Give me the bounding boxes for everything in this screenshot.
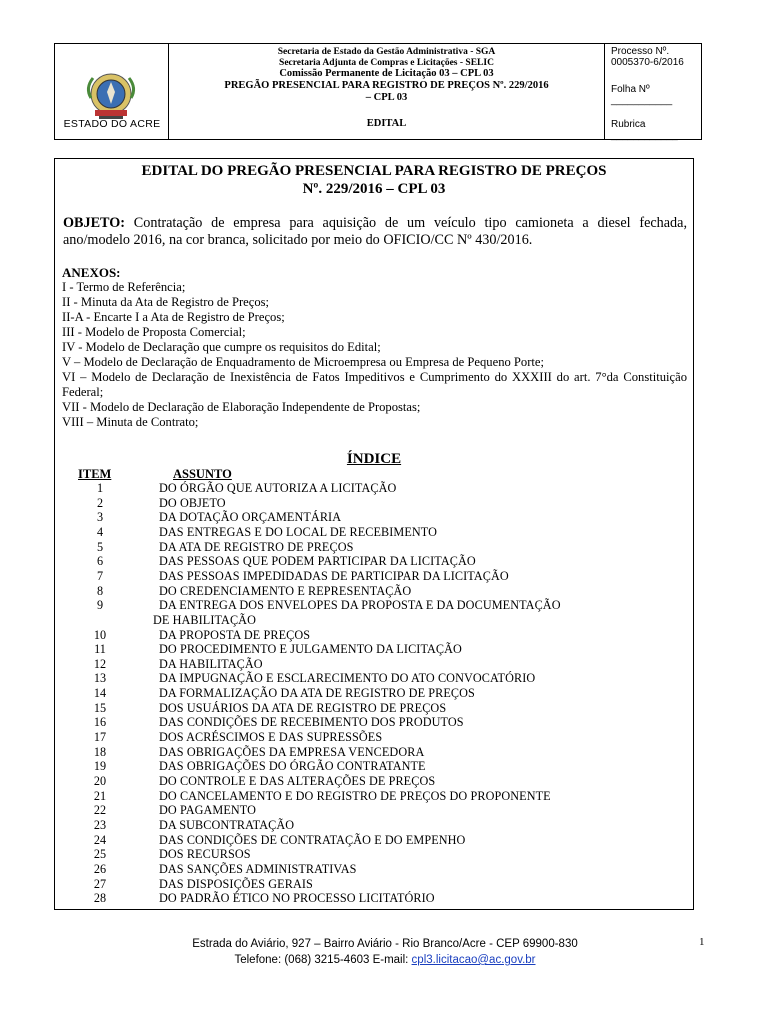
header-line: Secretaria Adjunta de Compras e Licitações - SELIC [279, 57, 494, 68]
anexo-item: VI – Modelo de Declaração de Inexistência de Fatos Impeditivos e Cumprimento do XXXIII do art. 7°da Constituição Federal; [62, 370, 687, 399]
indice-item-number: 4 [96, 524, 104, 539]
indice-item-number: 8 [96, 583, 104, 598]
indice-item-number: 12 [93, 656, 107, 671]
indice-item-number: 16 [93, 715, 107, 730]
indice-item-number: 13 [93, 671, 107, 686]
page-footer [0, 936, 770, 968]
indice-item-subject: DAS OBRIGAÇÕES DA EMPRESA VENCEDORA [159, 744, 425, 759]
indice-item-subject: DA PROPOSTA DE PREÇOS [159, 627, 311, 642]
assunto-column-header: ASSUNTO [173, 467, 232, 481]
indice-item-subject: DAS CONDIÇÕES DE RECEBIMENTO DOS PRODUTOS [159, 715, 464, 730]
indice-item-subject: DA ATA DE REGISTRO DE PREÇOS [159, 539, 354, 554]
indice-item-subject: DO OBJETO [159, 495, 226, 510]
indice-item-subject: DO CREDENCIAMENTO E REPRESENTAÇÃO [159, 583, 412, 598]
indice-item-subject: DA FORMALIZAÇÃO DA ATA DE REGISTRO DE PREÇOS [159, 686, 475, 701]
header-line: PREGÃO PRESENCIAL PARA REGISTRO DE PREÇOS Nº. 229/2016 [224, 80, 549, 91]
indice-item-number: 18 [93, 744, 107, 759]
indice-item-number: 10 [93, 627, 107, 642]
indice-item-number: 2 [96, 495, 104, 510]
header-edital: EDITAL [366, 118, 407, 129]
footer-contact [0, 952, 770, 968]
indice-item-number: 25 [93, 847, 107, 862]
header-logo-cell [55, 44, 169, 139]
anexo-item: IV - Modelo de Declaração que cumpre os requisitos do Edital; [62, 340, 381, 354]
indice-item-number: 6 [96, 554, 104, 569]
indice-item-subject: DO CONTROLE E DAS ALTERAÇÕES DE PREÇOS [159, 774, 436, 788]
indice-item-subject: DA SUBCONTRATAÇÃO [159, 817, 295, 832]
anexo-item: VII - Modelo de Declaração de Elaboração Independente de Propostas; [62, 400, 421, 414]
indice-item-number: 23 [93, 817, 107, 832]
indice-item-number: 9 [96, 598, 104, 613]
page-number: 1 [699, 936, 705, 948]
processo-number: Processo Nº. 0005370-6/2016 [611, 46, 684, 68]
indice-item-subject: DE HABILITAÇÃO [153, 612, 256, 627]
indice-item-subject: DO ÓRGÃO QUE AUTORIZA A LICITAÇÃO [159, 481, 397, 495]
header-title-cell [169, 44, 605, 139]
indice-item-number: 3 [96, 510, 104, 525]
footer-address: Estrada do Aviário, 927 – Bairro Aviário - Rio Branco/Acre - CEP 69900-830 [192, 938, 578, 950]
indice-item-number: 20 [93, 774, 107, 788]
footer-email-link[interactable]: cpl3.licitacao@ac.gov.br [411, 954, 536, 966]
indice-item-number: 24 [93, 832, 107, 847]
folha-field: Folha Nº ___________ [611, 84, 673, 106]
document-title: EDITAL DO PREGÃO PRESENCIAL PARA REGISTRO DE PREÇOS [141, 163, 607, 179]
indice-item-subject: DAS SANÇÕES ADMINISTRATIVAS [159, 861, 357, 876]
footer-phone: Telefone: (068) 3215-4603 E-mail: [234, 954, 412, 966]
indice-item-subject: DO PADRÃO ÉTICO NO PROCESSO LICITATÓRIO [159, 891, 435, 906]
objeto-label: OBJETO: [63, 215, 126, 231]
indice-item-number: 17 [93, 730, 107, 745]
indice-item-number: 26 [93, 861, 107, 876]
indice-item-number: 19 [93, 759, 107, 774]
header-process-cell [605, 44, 701, 139]
main-content-box [54, 158, 694, 910]
anexo-item: V – Modelo de Declaração de Enquadramento de Microempresa ou Empresa de Pequeno Porte; [62, 355, 545, 369]
anexo-item: I - Termo de Referência; [62, 280, 186, 294]
header-line: – CPL 03 [365, 92, 408, 103]
header-line: Comissão Permanente de Licitação 03 – CPL 03 [279, 68, 494, 79]
anexo-item: II - Minuta da Ata de Registro de Preços; [62, 295, 270, 309]
indice-item-subject: DO CANCELAMENTO E DO REGISTRO DE PREÇOS DO PROPONENTE [159, 788, 551, 803]
objeto-text: Contratação de empresa para aquisição de um veículo tipo camioneta a diesel fechada, ano/modelo 2016, na cor branca, solicitado por meio do OFICIO/CC Nº 430/2016. [63, 215, 687, 248]
indice-item-subject: DOS RECURSOS [159, 847, 251, 862]
header-line: Secretaria de Estado da Gestão Administrativa - SGA [277, 47, 496, 57]
indice-item-subject: DA DOTAÇÃO ORÇAMENTÁRIA [159, 510, 342, 525]
indice-item-number: 14 [93, 686, 107, 701]
indice-item-number: 7 [96, 568, 104, 583]
document-number: Nº. 229/2016 – CPL 03 [302, 181, 446, 197]
objeto-paragraph [63, 215, 687, 249]
indice-item-subject: DAS PESSOAS IMPEDIDADAS DE PARTICIPAR DA LICITAÇÃO [159, 568, 509, 583]
anexo-item: VIII – Minuta de Contrato; [62, 415, 199, 429]
indice-item-subject: DAS ENTREGAS E DO LOCAL DE RECEBIMENTO [159, 524, 438, 539]
indice-item-subject: DAS PESSOAS QUE PODEM PARTICIPAR DA LICITAÇÃO [159, 554, 476, 569]
indice-item-number: 22 [93, 803, 107, 818]
indice-item-subject: DO PAGAMENTO [159, 803, 257, 818]
anexos-label: ANEXOS: [62, 265, 121, 280]
indice-item-number: 27 [93, 876, 107, 891]
item-column-header: ITEM [78, 467, 112, 481]
indice-item-number: 1 [96, 481, 104, 495]
anexo-item: II-A - Encarte I a Ata de Registro de Preços; [62, 310, 285, 324]
indice-item-number: 11 [94, 642, 106, 657]
indice-item-number: 21 [93, 788, 107, 803]
indice-item-number: 5 [96, 539, 104, 554]
indice-item-subject: DA HABILITAÇÃO [159, 656, 263, 671]
document-header [54, 43, 702, 140]
indice-item-subject: DAS DISPOSIÇÕES GERAIS [159, 876, 313, 891]
indice-item-number: 15 [93, 700, 107, 715]
indice-item-subject: DOS ACRÉSCIMOS E DAS SUPRESSÕES [159, 730, 383, 745]
indice-item-subject: DAS OBRIGAÇÕES DO ÓRGÃO CONTRATANTE [159, 759, 426, 774]
indice-item-number: 28 [93, 891, 107, 906]
anexos-list [62, 265, 687, 430]
anexo-item: III - Modelo de Proposta Comercial; [62, 325, 246, 339]
indice-item-subject: DA IMPUGNAÇÃO E ESCLARECIMENTO DO ATO CONVOCATÓRIO [159, 671, 536, 686]
indice-item-subject: DAS CONDIÇÕES DE CONTRATAÇÃO E DO EMPENHO [159, 832, 466, 847]
indice-item-subject: DO PROCEDIMENTO E JULGAMENTO DA LICITAÇÃO [159, 642, 462, 657]
state-label: ESTADO DO ACRE [63, 118, 161, 130]
indice-title: ÍNDICE [346, 451, 402, 467]
indice-item-subject: DOS USUÁRIOS DA ATA DE REGISTRO DE PREÇOS [159, 700, 447, 715]
indice-item-subject: DA ENTREGA DOS ENVELOPES DA PROPOSTA E DA DOCUMENTAÇÃO [159, 598, 561, 613]
rubrica-field: Rubrica ____________ [611, 119, 678, 141]
